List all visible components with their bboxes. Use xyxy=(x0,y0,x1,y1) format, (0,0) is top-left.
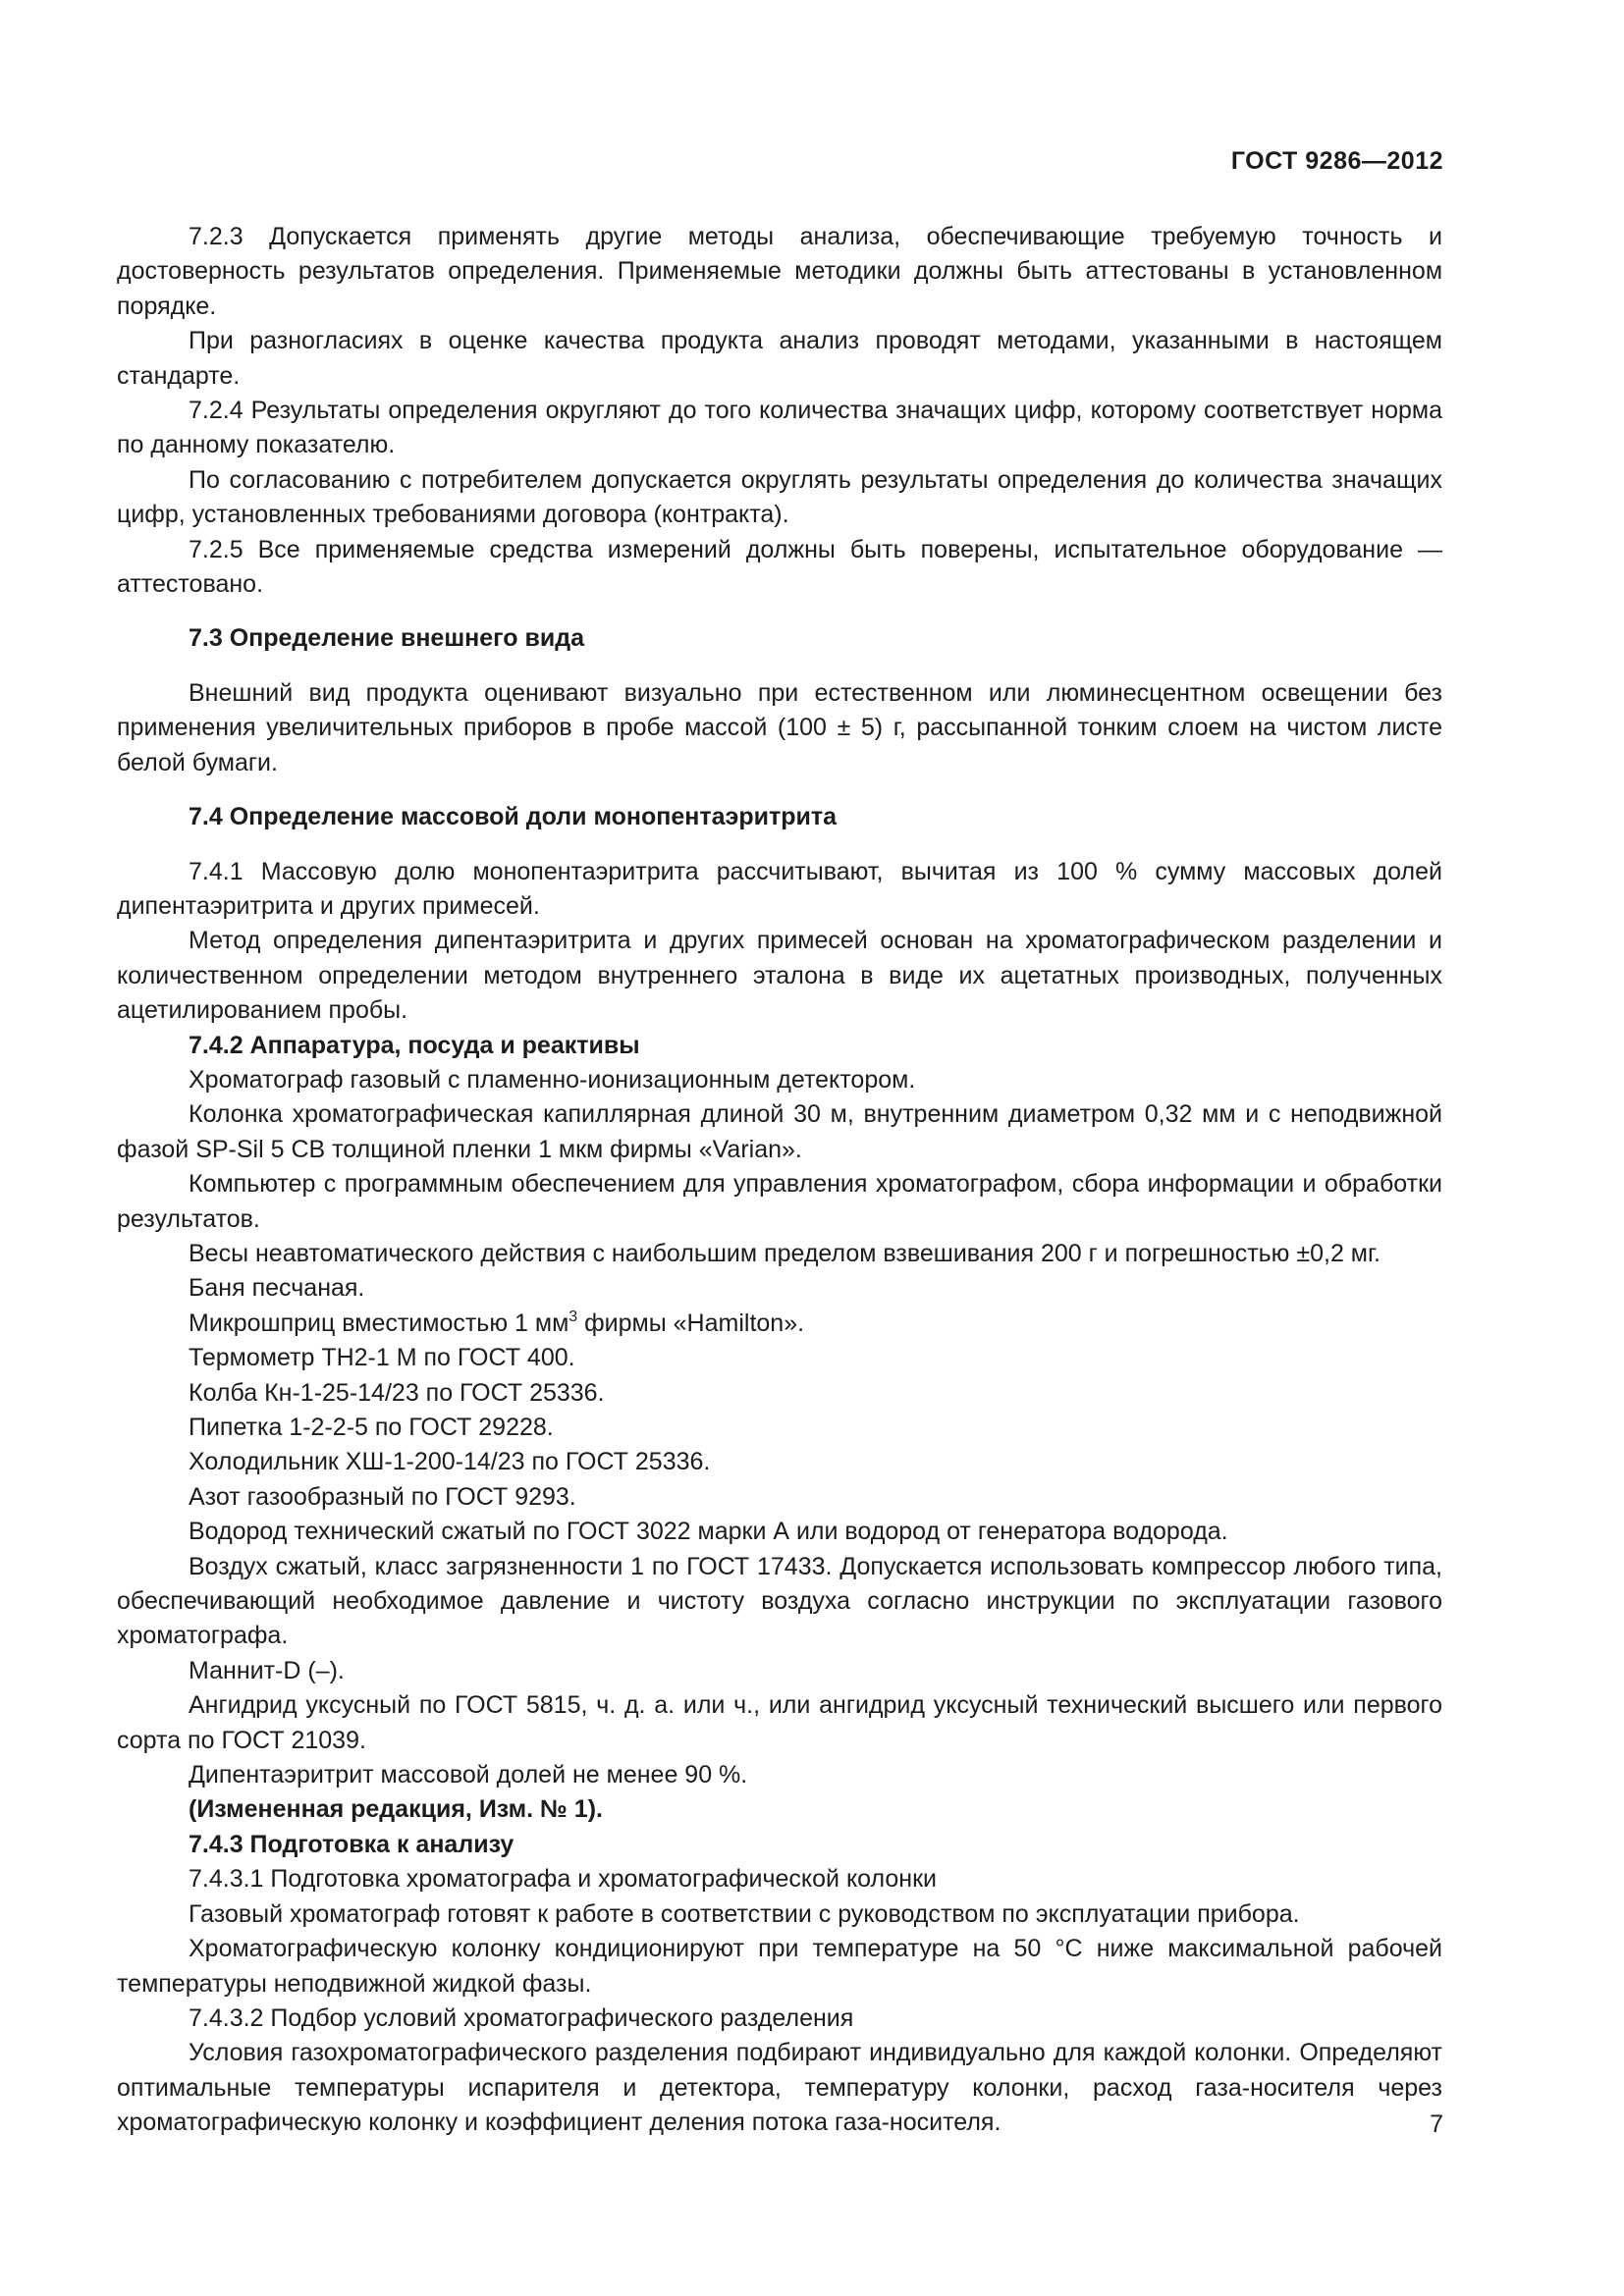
section-heading-7-4: 7.4 Определение массовой доли монопентаэритрита xyxy=(189,803,837,831)
subsection-heading-7-4-2: 7.4.2 Аппаратура, посуда и реактивы xyxy=(189,1031,640,1059)
microsyringe-text: Микрошприц вместимостью 1 мм xyxy=(189,1308,569,1337)
paragraph-7-2-4-rounding: По согласованию с потребителем допускается округлять результаты определения до количества значащих цифр, установленных требованиями договора (контракта). xyxy=(117,465,1442,529)
apparatus-item: Водород технический сжатый по ГОСТ 3022 марки А или водород от генератора водорода. xyxy=(189,1518,1228,1546)
document-header: ГОСТ 9286—2012 xyxy=(1230,147,1443,175)
paragraph-7-2-3-disagreements: При разногласиях в оценке качества продукта анализ проводят методами, указанными в настоящем стандарте. xyxy=(117,327,1442,390)
apparatus-item: Азот газообразный по ГОСТ 9293. xyxy=(189,1482,576,1511)
subsection-heading-7-4-3: 7.4.3 Подготовка к анализу xyxy=(189,1830,514,1858)
paragraph-7-2-5: 7.2.5 Все применяемые средства измерений должны быть поверены, испытательное оборудование — аттестовано. xyxy=(117,535,1442,599)
paragraph-7-4-1: 7.4.1 Массовую долю монопентаэритрита рассчитывают, вычитая из 100 % сумму массовых долей дипентаэритрита и других примесей. xyxy=(117,857,1442,920)
page-number: 7 xyxy=(1430,2110,1443,2138)
apparatus-item: Термометр ТН2-1 М по ГОСТ 400. xyxy=(189,1344,575,1372)
microsyringe-text-tail: фирмы «Hamilton». xyxy=(577,1308,805,1337)
paragraph-7-4-3-1-title: 7.4.3.1 Подготовка хроматографа и хроматографической колонки xyxy=(189,1865,937,1894)
paragraph-7-2-3: 7.2.3 Допускается применять другие методы анализа, обеспечивающие требуемую точность и достоверность результатов определения. Применяемые методики должны быть аттестованы в установленном порядке. xyxy=(117,223,1442,320)
paragraph-7-4-3-2-title: 7.4.3.2 Подбор условий хроматографического разделения xyxy=(189,2003,854,2032)
paragraph-7-2-4: 7.2.4 Результаты определения округляют до того количества значащих цифр, которому соответствует норма по данному показателю. xyxy=(117,397,1442,459)
amendment-note: (Измененная редакция, Изм. № 1). xyxy=(189,1795,603,1824)
superscript-cubed: 3 xyxy=(568,1308,578,1325)
apparatus-item: Колба Кн-1-25-14/23 по ГОСТ 25336. xyxy=(189,1378,605,1407)
document-body xyxy=(117,220,1442,2141)
apparatus-item: Воздух сжатый, класс загрязненности 1 по ГОСТ 17433. Допускается использовать компрессор любого типа, обеспечивающий необходимое давление и чистоту воздуха согласно инструкции по эксплуатации газового хроматографа. xyxy=(117,1552,1442,1650)
apparatus-item: Маннит-D (–). xyxy=(189,1656,345,1684)
apparatus-item: Весы неавтоматического действия с наибольшим пределом взвешивания 200 г и погрешностью ±0,2 мг. xyxy=(189,1239,1381,1267)
apparatus-item: Ангидрид уксусный по ГОСТ 5815, ч. д. а. или ч., или ангидрид уксусный технический высшего или первого сорта по ГОСТ 21039. xyxy=(117,1691,1442,1754)
apparatus-item: Хроматограф газовый с пламенно-ионизационным детектором. xyxy=(189,1065,916,1094)
paragraph-7-4-3-1-b: Хроматографическую колонку кондиционируют при температуре на 50 °С ниже максимальной рабочей температуры неподвижной жидкой фазы. xyxy=(117,1935,1442,1998)
section-heading-7-3: 7.3 Определение внешнего вида xyxy=(189,624,584,653)
paragraph-7-4-1-method: Метод определения дипентаэритрита и других примесей основан на хроматографическом разделении и количественном определении методом внутреннего эталона в виде их ацетатных производных, полученных ацетилированием пробы. xyxy=(117,927,1442,1025)
apparatus-item: Компьютер с программным обеспечением для управления хроматографом, сбора информации и обработки результатов. xyxy=(117,1170,1442,1233)
apparatus-item: Холодильник ХШ-1-200-14/23 по ГОСТ 25336. xyxy=(189,1448,711,1476)
apparatus-item: Пипетка 1-2-2-5 по ГОСТ 29228. xyxy=(189,1414,554,1441)
paragraph-7-4-3-1-a: Газовый хроматограф готовят к работе в соответствии с руководством по эксплуатации прибора. xyxy=(189,1899,1300,1928)
apparatus-item: Баня песчаная. xyxy=(189,1274,365,1303)
apparatus-item: Колонка хроматографическая капиллярная длиной 30 м, внутренним диаметром 0,32 мм и с неподвижной фазой SP-Sil 5 CB толщиной пленки 1 мкм фирмы «Varian». xyxy=(117,1100,1442,1163)
paragraph-7-3: Внешний вид продукта оценивают визуально при естественном или люминесцентном освещении без применения увеличительных приборов в пробе массой (100 ± 5) г, рассыпанной тонким слоем на чистом листе белой бумаги. xyxy=(117,678,1442,776)
paragraph-7-4-3-2-a: Условия газохроматографического разделения подбирают индивидуально для каждой колонки. Определяют оптимальные температуры испарителя и детектора, температуру колонки, расход газа-носителя через хроматографическую колонку и коэффициент деления потока газа-носителя. xyxy=(117,2039,1442,2137)
apparatus-item-microsyringe xyxy=(117,1307,1442,1341)
apparatus-item: Дипентаэритрит массовой долей не менее 90 %. xyxy=(189,1761,748,1789)
